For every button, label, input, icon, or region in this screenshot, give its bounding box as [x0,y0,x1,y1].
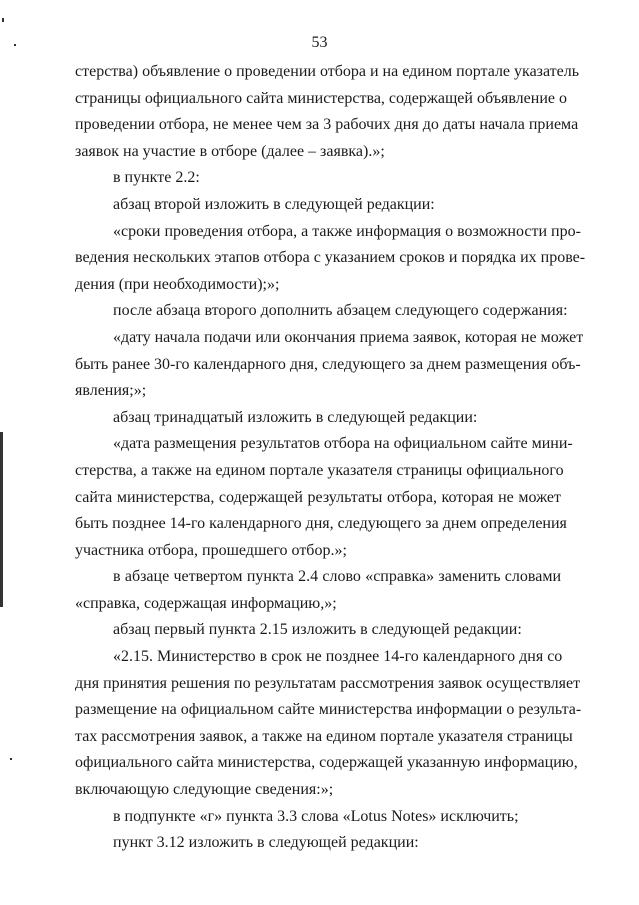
text-line: «сроки проведения отбора, а также информация о возможности про- [113,222,581,240]
text-line: «справка, содержащая информацию,»; [75,594,337,612]
page-number: 53 [311,34,328,51]
text-line: быть ранее 30-го календарного дня, следующего за днем размещения объ- [75,355,581,373]
text-line: включающую следующие сведения:»; [75,781,334,799]
text-line: заявок на участие в отборе (далее – заявка).»; [75,142,385,160]
document-body [75,59,586,857]
text-line: стерства) объявление о проведении отбора и на едином портале указатель [75,63,580,80]
text-line: абзац тринадцатый изложить в следующей редакции: [113,408,478,426]
text-line: дня принятия решения по результатам рассмотрения заявок осуществляет [75,674,581,692]
scan-mark [2,18,4,22]
text-line: явления;»; [75,382,147,400]
scan-mark [10,758,12,760]
text-line: стерства, а также на едином портале указателя страницы официального [75,461,564,479]
text-line: страницы официального сайта министерства, содержащей объявление о [75,89,567,107]
text-line: размещение на официальном сайте министерства информации о результа- [75,701,582,719]
text-line: в абзаце четвертом пункта 2.4 слово «справка» заменить словами [113,568,561,586]
text-line: «дату начала подачи или окончания приема заявок, которая не может [113,328,584,346]
text-line: ведения нескольких этапов отбора с указанием сроков и порядка их прове- [75,249,586,267]
scan-mark [0,432,3,607]
text-line: сайта министерства, содержащей результаты отбора, которая не может [75,488,561,506]
text-line: официального сайта министерства, содержащей указанную информацию, [75,754,578,772]
text-line: в подпункте «г» пункта 3.3 слова «Lotus Notes» исключить; [113,807,519,825]
text-line: абзац второй изложить в следующей редакции: [113,195,435,213]
text-line: после абзаца второго дополнить абзацем следующего содержания: [113,302,568,320]
text-line: дения (при необходимости);»; [75,275,280,293]
text-line: участника отбора, прошедшего отбор.»; [75,541,347,559]
text-line: «дата размещения результатов отбора на официальном сайте мини- [113,435,573,453]
text-line: в пункте 2.2: [113,169,200,187]
text-line: абзац первый пункта 2.15 изложить в следующей редакции: [113,621,522,639]
text-line: пункт 3.12 изложить в следующей редакции: [113,834,419,852]
text-line: тах рассмотрения заявок, а также на едином портале указателя страницы [75,727,573,745]
text-line: «2.15. Министерство в срок не позднее 14-го календарного дня со [113,648,563,666]
text-line: быть позднее 14-го календарного дня, следующего за днем определения [75,515,567,533]
text-line: проведении отбора, не менее чем за 3 рабочих дня до даты начала приема [75,116,579,134]
